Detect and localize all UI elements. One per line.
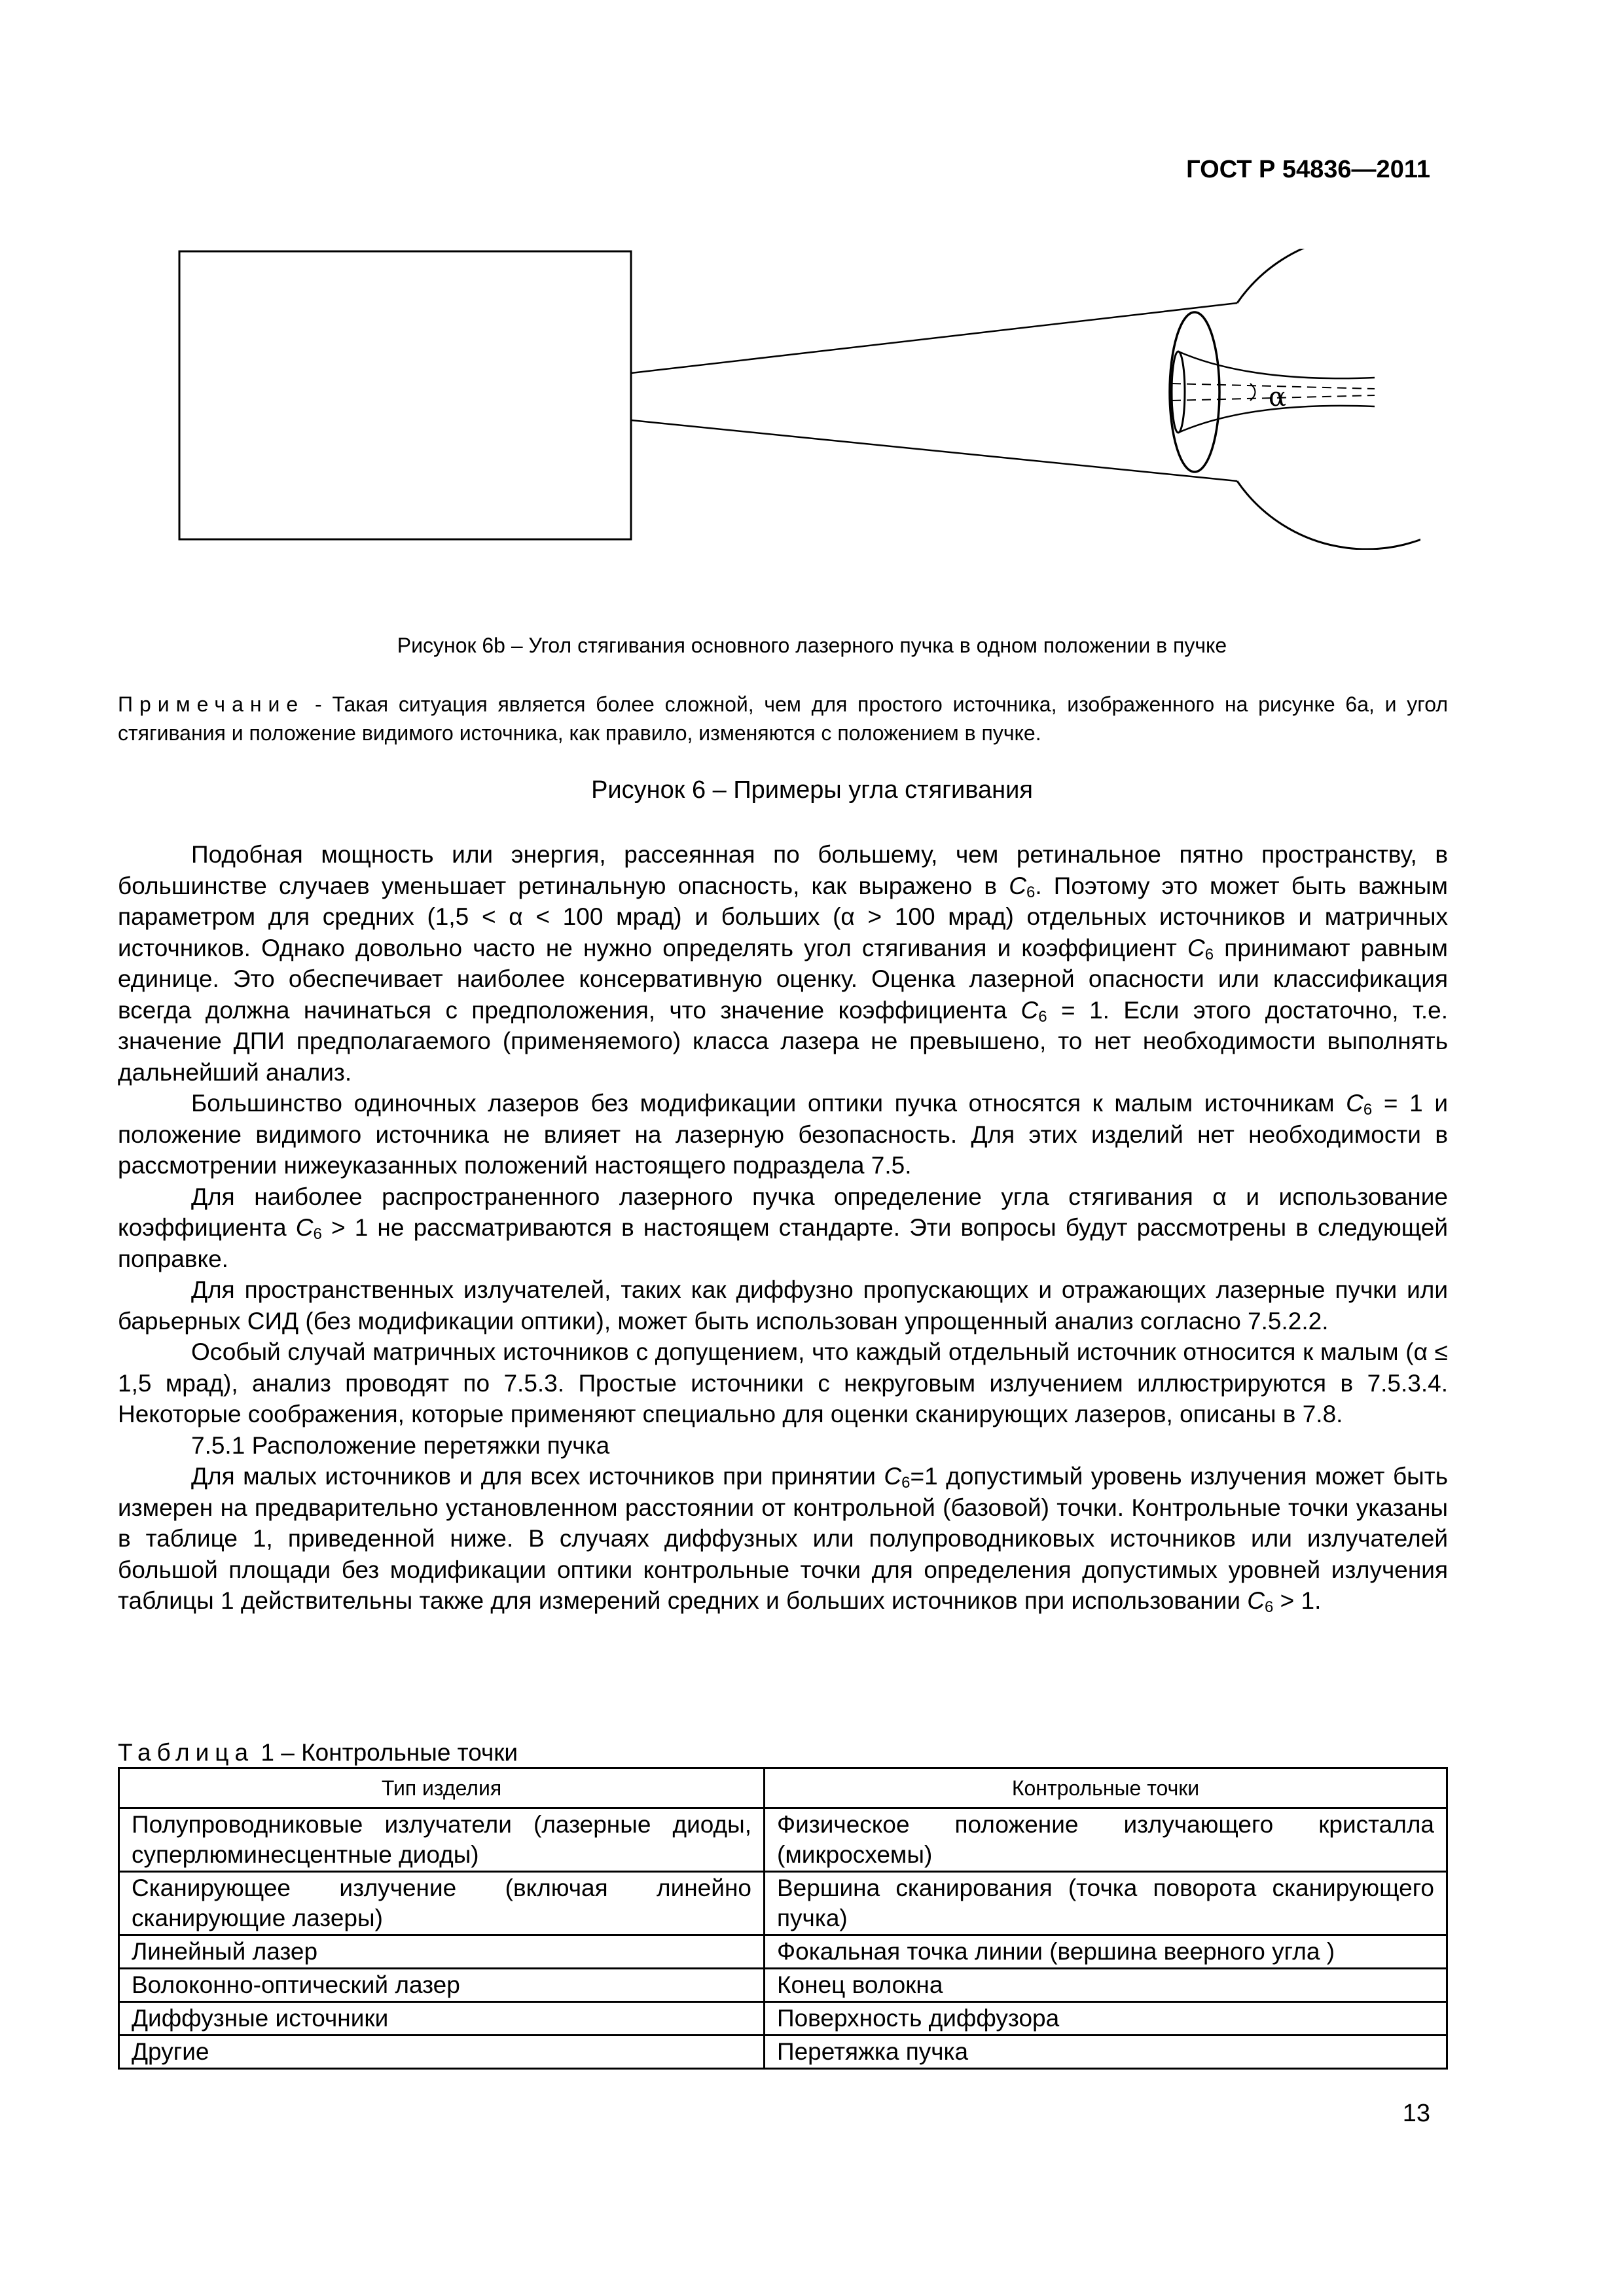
product-type-cell: Волоконно-оптический лазер [119,1969,765,2002]
product-type-cell: Полупроводниковые излучатели (лазерные диоды, суперлюминесцентные диоды) [119,1808,765,1872]
figure-6b-diagram [177,249,1420,550]
table-header-reference-points: Контрольные точки [765,1768,1447,1808]
document-code-header: ГОСТ Р 54836—2011 [1186,156,1430,183]
subscript: 6 [1265,1598,1274,1616]
product-type-cell: Сканирующее излучение (включая линейно сканирующие лазеры) [119,1872,765,1935]
reference-points-table [118,1767,1448,2070]
table-title [118,1739,518,1767]
product-type-cell: Линейный лазер [119,1935,765,1969]
reference-point-cell: Перетяжка пучка [765,2036,1447,2069]
body-paragraph [118,1088,1448,1181]
alpha-label: α [1269,382,1287,412]
table-row [119,2036,1447,2069]
subscript: 6 [1026,883,1036,901]
text-run: Подобная мощность или энергия, рассеянная по большему, чем ретинальное пятно пространству, в большинстве случаев уменьшает ретинальную опасность, как выражено в [118,841,1448,899]
product-type-cell: Другие [119,2036,765,2069]
coefficient-symbol: C [884,1463,902,1490]
page-number: 13 [1402,2100,1430,2127]
text-run: > 1. [1273,1587,1322,1614]
note-label: Примечание [118,692,305,716]
subscript: 6 [1363,1101,1373,1119]
table-row [119,2002,1447,2036]
text-run: > 1 не рассматриваются в настоящем стандарте. Эти вопросы будут рассмотрены в следующей поправке. [118,1214,1448,1272]
coefficient-symbol: C [1247,1587,1265,1614]
table-row [119,1969,1447,2002]
text-run: Особый случай матричных источников с допущением, что каждый отдельный источник относится к малым (α ≤ 1,5 мрад), анализ проводят по 7.5.3. Простые источники с некруговым излучением иллюстрируются в 7.5.3.4. Некоторые соображения, которые применяют специально для оценки сканирующих лазеров, описаны в 7.8. [118,1338,1448,1427]
table-header-product-type: Тип изделия [119,1768,765,1808]
figure-caption: Рисунок 6b – Угол стягивания основного лазерного пучка в одном положении в пучке [397,634,1227,657]
body-paragraph [118,839,1448,1088]
product-type-cell: Диффузные источники [119,2002,765,2036]
eye-lens [1172,351,1185,433]
coefficient-symbol: C [295,1214,314,1241]
subscript: 6 [901,1474,911,1492]
text-run: . Поэтому это может быть важным параметром для средних (1,5 < α < 100 мрад) и больших (α > 100 мрад) отдельных источников и матричных источников. Однако довольно часто не нужно определять угол стягивания и коэффициент [118,872,1448,961]
text-run: Для пространственных излучателей, таких как диффузно пропускающих и отражающих лазерные пучки или барьерных СИД (без модификации оптики), может быть использован упрощенный анализ согласно 7.5.2.2. [118,1276,1448,1335]
table-label: Таблица [118,1739,255,1766]
coefficient-symbol: C [1009,872,1026,899]
reference-point-cell: Поверхность диффузора [765,2002,1447,2036]
table-row [119,1808,1447,1872]
eye-cornea [1170,312,1219,472]
eye-globe [1237,249,1420,549]
body-paragraph [118,1430,1448,1462]
text-run: Для наиболее распространенного лазерного пучка определение угла стягивания α и использование коэффициента [118,1183,1448,1241]
beam-angle-diagram [177,249,1420,550]
text-run: принимают равным единице. Это обеспечивает наиболее консервативную оценку. Оценка лазерной опасности или классификация всегда должна начинаться с предположения, что значение коэффициента [118,934,1448,1024]
reference-point-cell: Конец волокна [765,1969,1447,2002]
text-run: Большинство одиночных лазеров без модификации оптики пучка относятся к малым источникам [191,1090,1346,1117]
note-text: - Такая ситуация является более сложной, чем для простого источника, изображенного на рисунке 6а, и угол стягивания и положение видимого источника, как правило, изменяются с положением в пучке. [118,692,1448,745]
text-run: Для малых источников и для всех источников при принятии [191,1463,884,1490]
body-text [118,839,1448,1617]
table-header-row [119,1768,1447,1808]
body-paragraph [118,1461,1448,1617]
table-row [119,1872,1447,1935]
coefficient-symbol: C [1020,996,1039,1024]
laser-source-box [179,251,631,539]
text-run: 7.5.1 Расположение перетяжки пучка [191,1431,610,1459]
body-paragraph [118,1181,1448,1275]
subscript: 6 [1038,1007,1047,1026]
subscript: 6 [1204,945,1214,963]
beam-edge-top [631,303,1237,373]
figure-group-title: Рисунок 6 – Примеры угла стягивания [591,776,1033,804]
text-run: = 1. Если этого достаточно, т.е. значение ДПИ предполагаемого (применяемого) класса лазера не превышено, то нет необходимости выполнять дальнейший анализ. [118,996,1448,1086]
table-row [119,1935,1447,1969]
reference-point-cell: Физическое положение излучающего кристалла (микросхемы) [765,1808,1447,1872]
text-run: =1 допустимый уровень излучения может быть измерен на предварительно установленном расстоянии от контрольной (базовой) точки. Контрольные точки указаны в таблице 1, приведенной ниже. В случаях диффузных или полупроводниковых источников или излучателей большой площади без модификации оптики контрольные точки для определения допустимых уровней излучения таблицы 1 действительны также для измерений средних и больших источников при использовании [118,1463,1448,1614]
body-paragraph [118,1274,1448,1336]
coefficient-symbol: C [1187,934,1205,961]
coefficient-symbol: C [1346,1090,1363,1117]
reference-point-cell: Фокальная точка линии (вершина веерного угла ) [765,1935,1447,1969]
beam-edge-bottom [631,420,1237,481]
table-title-text: 1 – Контрольные точки [254,1739,518,1766]
figure-note [118,690,1448,747]
subscript: 6 [313,1225,322,1243]
refracted-ray-top [1178,351,1375,378]
body-paragraph [118,1336,1448,1430]
reference-point-cell: Вершина сканирования (точка поворота сканирующего пучка) [765,1872,1447,1935]
text-run: = 1 и положение видимого источника не влияет на лазерную безопасность. Для этих изделий нет необходимости в рассмотрении нижеуказанных положений настоящего подраздела 7.5. [118,1090,1448,1179]
table-body [119,1808,1447,2069]
